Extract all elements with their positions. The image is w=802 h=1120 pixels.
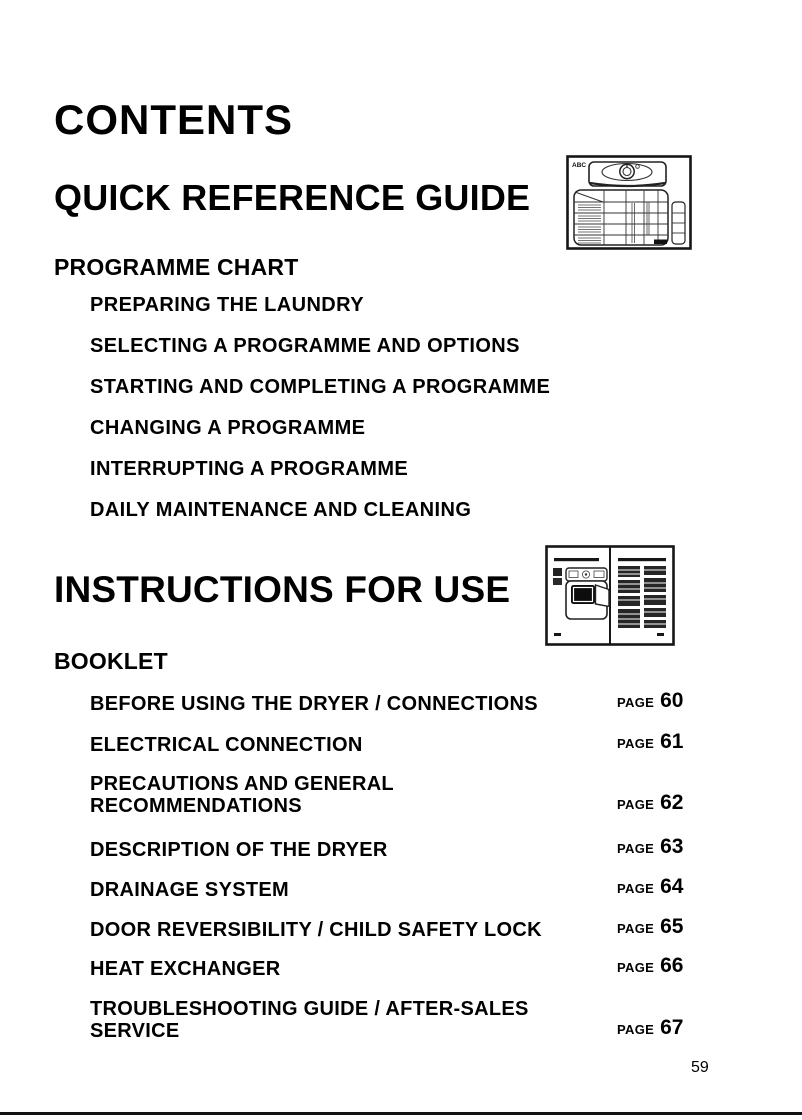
page-label: PAGE	[617, 921, 655, 936]
toc-item-title	[90, 693, 605, 715]
list-item: STARTING AND COMPLETING A PROGRAMME	[90, 376, 551, 398]
toc-row	[90, 875, 686, 901]
toc-row	[90, 689, 686, 715]
toc-page-ref	[617, 1016, 686, 1040]
toc-row	[90, 998, 686, 1042]
page-number: 66	[660, 954, 684, 977]
page-label: PAGE	[617, 881, 655, 896]
list-item: CHANGING A PROGRAMME	[90, 417, 366, 439]
page-number: 65	[660, 915, 684, 938]
toc-item-line: PRECAUTIONS AND GENERAL	[90, 773, 394, 795]
page-label: PAGE	[617, 960, 655, 975]
toc-item-title	[90, 958, 605, 980]
toc-row	[90, 954, 686, 980]
page-title: CONTENTS	[54, 96, 293, 143]
toc-item-line: HEAT EXCHANGER	[90, 958, 281, 980]
toc-row	[90, 915, 686, 941]
toc-item-line: DOOR REVERSIBILITY / CHILD SAFETY LOCK	[90, 919, 542, 941]
section-heading-quick-reference: QUICK REFERENCE GUIDE	[54, 177, 531, 218]
toc-item-line: BEFORE USING THE DRYER / CONNECTIONS	[90, 693, 538, 715]
toc-page-ref	[617, 835, 686, 859]
page-label: PAGE	[617, 797, 655, 812]
list-item: SELECTING A PROGRAMME AND OPTIONS	[90, 335, 520, 357]
footer-rule	[0, 1112, 802, 1115]
toc-page-ref	[617, 915, 686, 939]
toc-item-line: SERVICE	[90, 1020, 180, 1042]
toc-item-line: TROUBLESHOOTING GUIDE / AFTER-SALES	[90, 998, 529, 1020]
page-number: 60	[660, 689, 684, 712]
toc-item-line: RECOMMENDATIONS	[90, 795, 302, 817]
page-label: PAGE	[617, 695, 655, 710]
toc-page-ref	[617, 791, 686, 815]
page-label: PAGE	[617, 736, 655, 751]
toc-item-line: ELECTRICAL CONNECTION	[90, 734, 363, 756]
toc-item-title	[90, 734, 605, 756]
page-label: PAGE	[617, 1022, 655, 1037]
page-number: 67	[660, 1016, 684, 1039]
programme-chart-card-icon	[566, 155, 692, 250]
programme-chart-card-drawing	[566, 155, 692, 250]
toc-item-line: DESCRIPTION OF THE DRYER	[90, 839, 388, 861]
toc-item-title	[90, 839, 605, 861]
list-item: INTERRUPTING A PROGRAMME	[90, 458, 409, 480]
page-number: 63	[660, 835, 684, 858]
toc-row	[90, 835, 686, 861]
toc-page-ref	[617, 954, 686, 978]
toc-page-ref	[617, 689, 686, 713]
section-heading-instructions: INSTRUCTIONS FOR USE	[54, 569, 511, 610]
icon-label-abc: ABC	[572, 162, 587, 169]
toc-item-title	[90, 773, 605, 817]
toc-item-title	[90, 998, 605, 1042]
page-number: 64	[660, 875, 684, 898]
toc-item-title	[90, 879, 605, 901]
open-booklet-drawing	[545, 545, 675, 646]
toc-row	[90, 773, 686, 817]
toc-row	[90, 730, 686, 756]
subsection-heading-booklet: BOOKLET	[54, 648, 168, 674]
page-label: PAGE	[617, 841, 655, 856]
toc-item-line: DRAINAGE SYSTEM	[90, 879, 289, 901]
toc-page-ref	[617, 730, 686, 754]
booklet-toc-list	[90, 689, 686, 1060]
list-item: PREPARING THE LAUNDRY	[90, 294, 364, 316]
folio-page-number: 59	[691, 1059, 709, 1076]
list-item: DAILY MAINTENANCE AND CLEANING	[90, 499, 472, 521]
open-booklet-icon	[545, 545, 675, 646]
toc-item-title	[90, 919, 605, 941]
page-number: 62	[660, 791, 684, 814]
subsection-heading-programme-chart: PROGRAMME CHART	[54, 254, 299, 280]
programme-chart-list	[90, 295, 550, 541]
toc-page-ref	[617, 875, 686, 899]
page-number: 61	[660, 730, 684, 753]
